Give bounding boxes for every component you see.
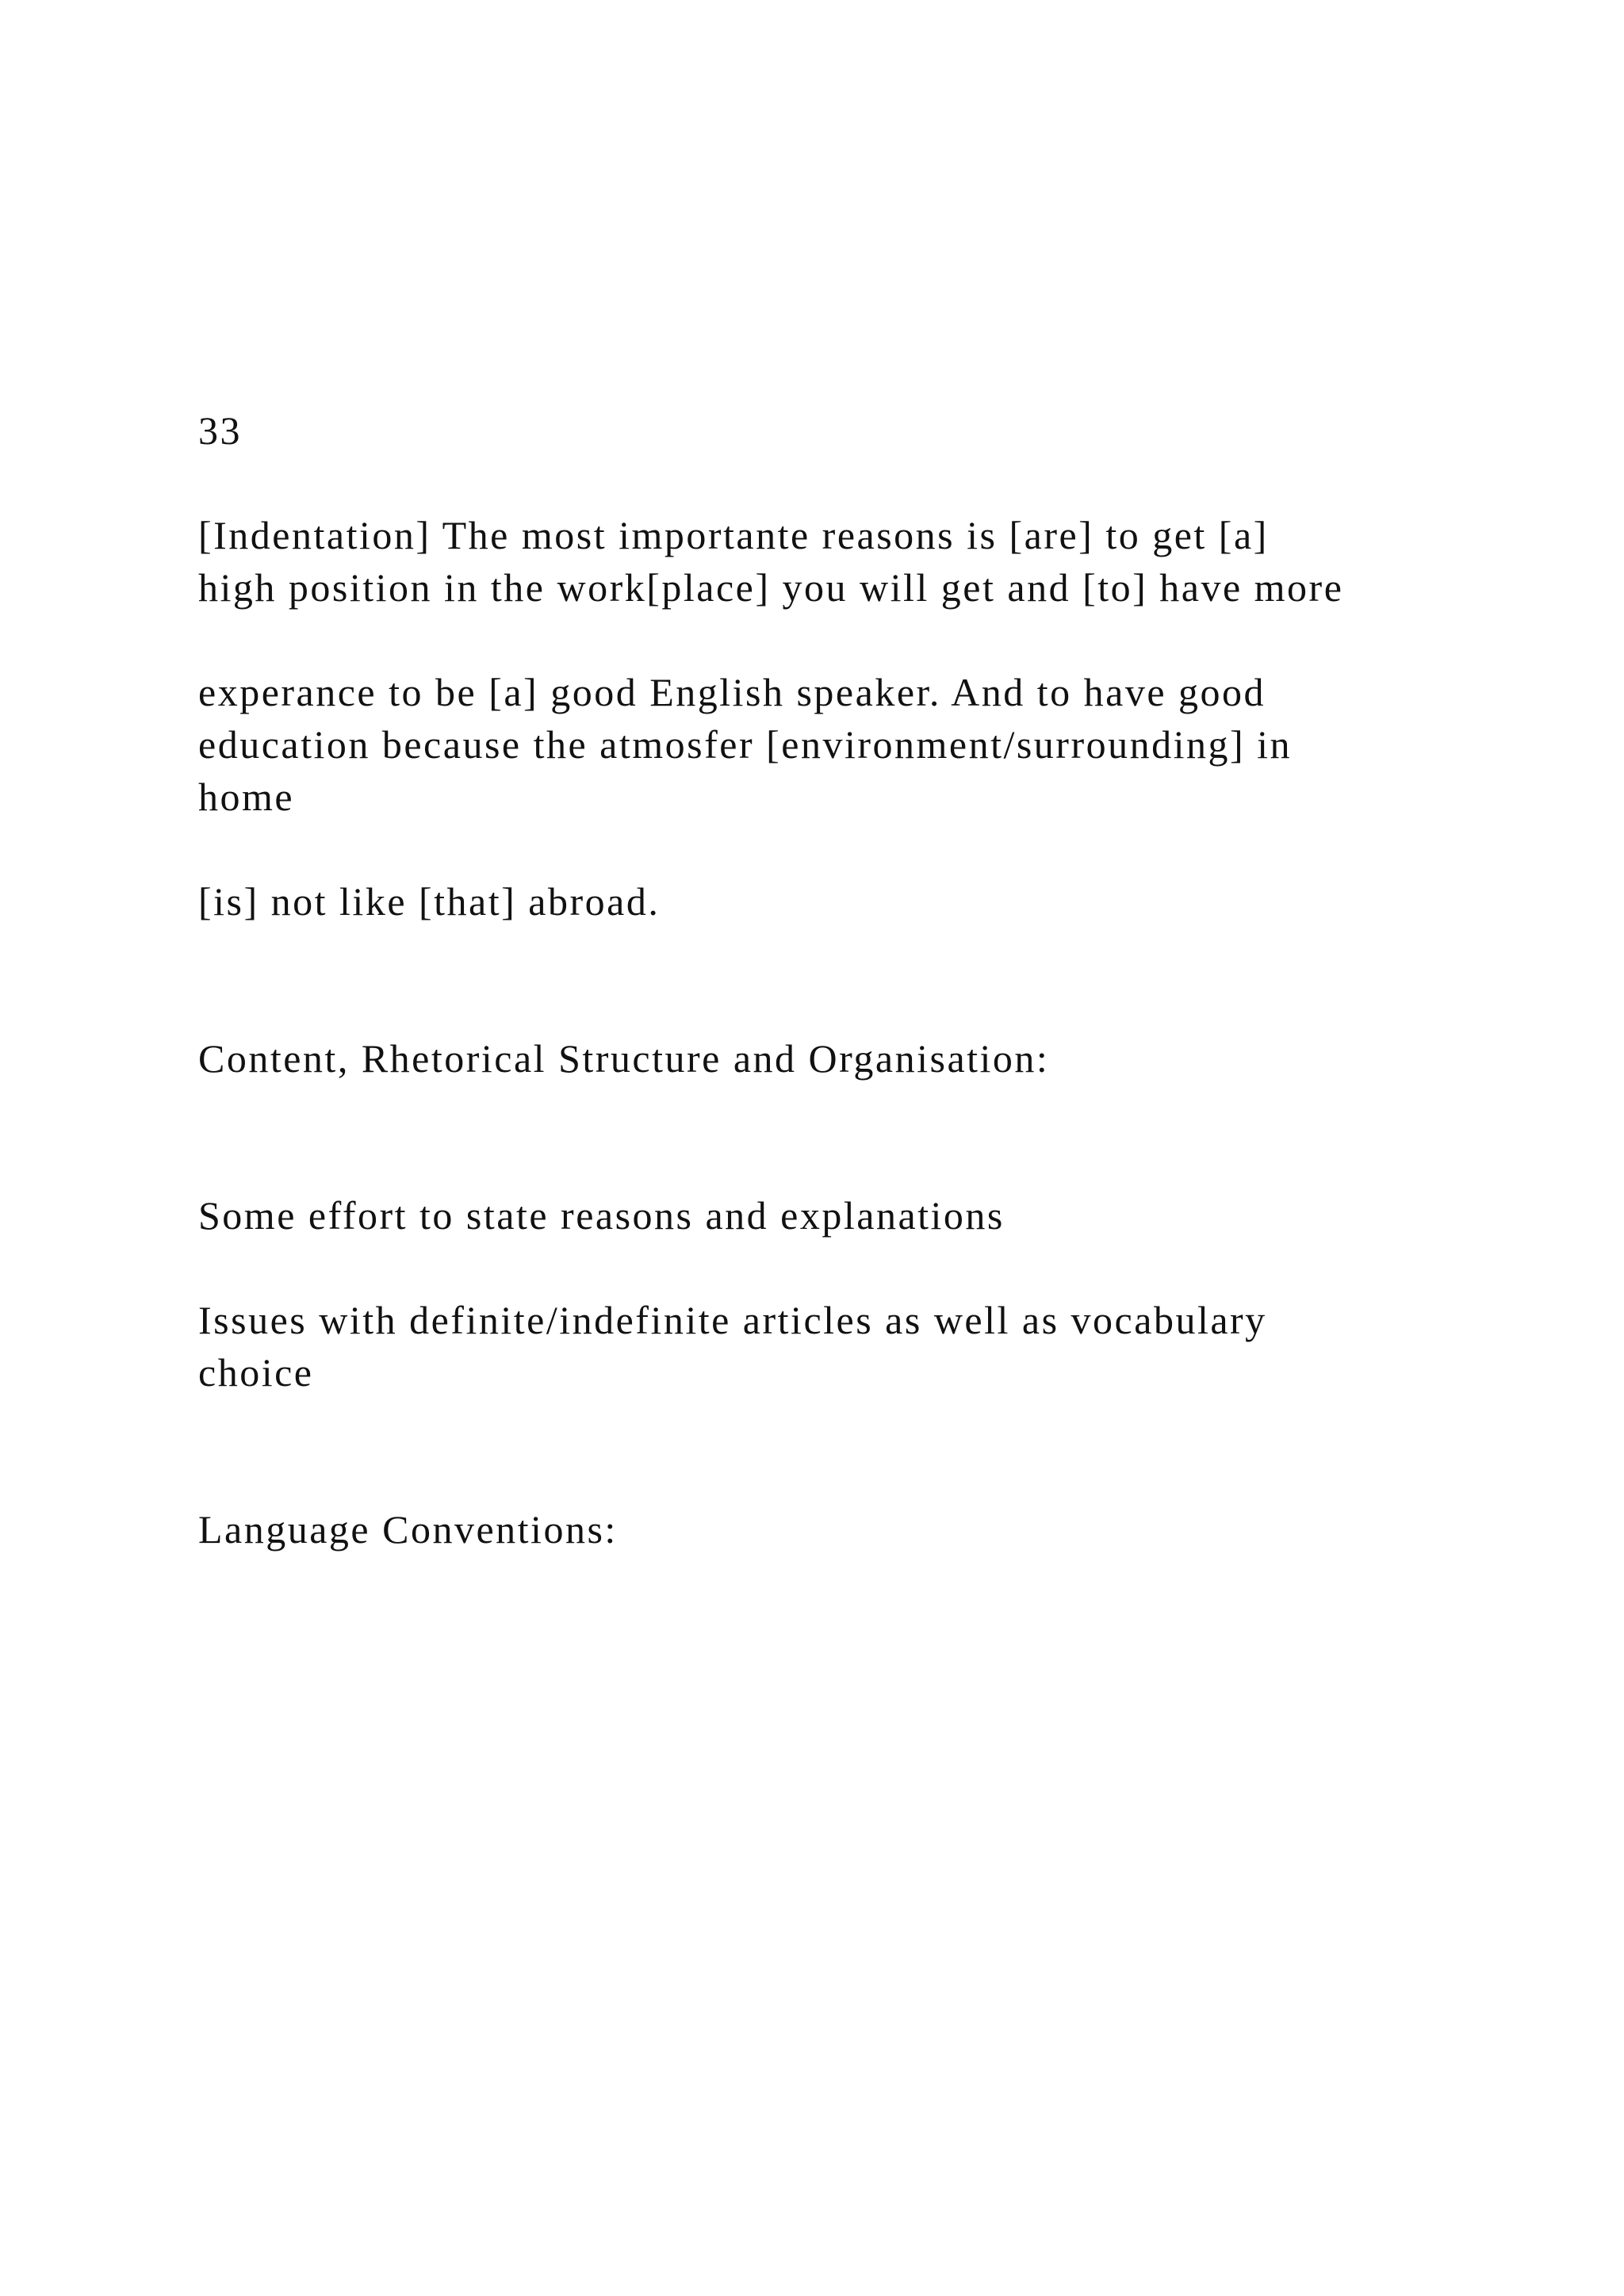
page-number: 33 bbox=[198, 408, 242, 453]
text-line: experance to be [a] good English speaker. And to have good bbox=[198, 670, 1266, 714]
text-line: Issues with definite/indefinite articles as well as vocabulary bbox=[198, 1298, 1267, 1342]
text-line: education because the atmosfer [environment/surrounding] in bbox=[198, 722, 1293, 767]
text-line: home bbox=[198, 775, 295, 819]
text-line: choice bbox=[198, 1350, 314, 1395]
text-line: high position in the work[place] you will get and [to] have more bbox=[198, 565, 1344, 610]
feedback-note: Some effort to state reasons and explanations bbox=[198, 1193, 1005, 1238]
section-heading-language: Language Conventions: bbox=[198, 1507, 618, 1552]
text-line: [is] not like [that] abroad. bbox=[198, 879, 661, 924]
section-heading-content: Content, Rhetorical Structure and Organisation: bbox=[198, 1036, 1050, 1081]
text-line: [Indentation] The most importante reasons is [are] to get [a] bbox=[198, 513, 1269, 557]
